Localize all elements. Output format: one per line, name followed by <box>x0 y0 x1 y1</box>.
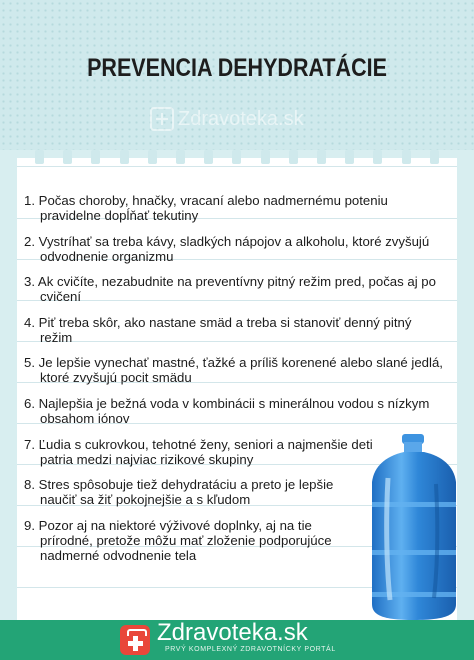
item-text: 9. Pozor aj na niektoré výživové doplnky, aj na tie <box>24 517 312 533</box>
binding-hole <box>63 150 72 164</box>
binding-hole <box>261 150 270 164</box>
item-text-continued: ktoré zvyšujú pocit smädu <box>40 370 192 386</box>
binding-hole <box>35 150 44 164</box>
binding-hole <box>317 150 326 164</box>
item-text-continued: obsahom iónov <box>40 410 130 426</box>
binding-hole <box>402 150 411 164</box>
list-item <box>24 355 456 396</box>
item-text-continued: cvičení <box>40 289 82 305</box>
binding-hole <box>91 150 100 164</box>
watermark <box>150 106 304 132</box>
binding-hole <box>120 150 129 164</box>
list-item <box>24 274 456 315</box>
notepad-binding <box>17 150 457 164</box>
footer-tagline: PRVÝ KOMPLEXNÝ ZDRAVOTNÍCKY PORTÁL <box>165 646 336 653</box>
binding-hole <box>345 150 354 164</box>
binding-hole <box>176 150 185 164</box>
item-text-continued: prírodné, pretože môžu mať zloženie podporujúce <box>40 532 332 548</box>
item-text: 2. Vystríhať sa treba kávy, sladkých nápojov a alkoholu, ktoré zvyšujú <box>24 233 430 249</box>
item-text: 7. Ľudia s cukrovkou, tehotné ženy, seniori a najmenšie deti <box>24 436 373 452</box>
binding-hole <box>148 150 157 164</box>
item-text: 8. Stres spôsobuje tiež dehydratáciu a preto je lepšie <box>24 477 334 493</box>
binding-hole <box>232 150 241 164</box>
list-item <box>24 315 456 356</box>
binding-hole <box>204 150 213 164</box>
item-text: 5. Je lepšie vynechať mastné, ťažké a príliš korenené alebo slané jedlá, <box>24 355 443 371</box>
list-item <box>24 234 456 275</box>
item-text: 1. Počas choroby, hnačky, vracaní alebo nadmernému poteniu <box>24 193 388 208</box>
item-text: 6. Najlepšia je bežná voda v kombinácii s minerálnou vodou s nízkym <box>24 395 430 411</box>
footer-brand[interactable]: Zdravoteka.sk <box>157 619 308 646</box>
page-title: PREVENCIA DEHYDRATÁCIE <box>87 54 387 82</box>
item-text-continued: nadmerné odvodnenie tela <box>40 547 197 563</box>
medical-kit-icon <box>150 107 174 131</box>
binding-hole <box>289 150 298 164</box>
list-item <box>24 193 456 234</box>
item-text-continued: pravidelne dopĺňať tekutiny <box>40 208 199 223</box>
binding-hole <box>430 150 439 164</box>
item-text-continued: patria medzi najviac rizikové skupiny <box>40 451 254 467</box>
watermark-text: Zdravoteka.sk <box>178 107 304 130</box>
item-text-continued: naučiť sa žiť pokojnejšie a s kľudom <box>40 492 251 508</box>
list-item <box>24 396 456 437</box>
logo-cross-part <box>128 641 143 646</box>
item-text-continued: režim <box>40 329 73 345</box>
binding-hole <box>373 150 382 164</box>
item-text: 3. Ak cvičíte, nezabudnite na preventívny pitný režim pred, počas aj po <box>24 274 436 290</box>
item-text-continued: odvodnenie organizmu <box>40 248 174 264</box>
medical-kit-icon <box>120 625 150 655</box>
item-text: 4. Piť treba skôr, ako nastane smäd a treba si stanoviť denný pitný <box>24 314 412 330</box>
water-bottle-image <box>366 432 462 622</box>
